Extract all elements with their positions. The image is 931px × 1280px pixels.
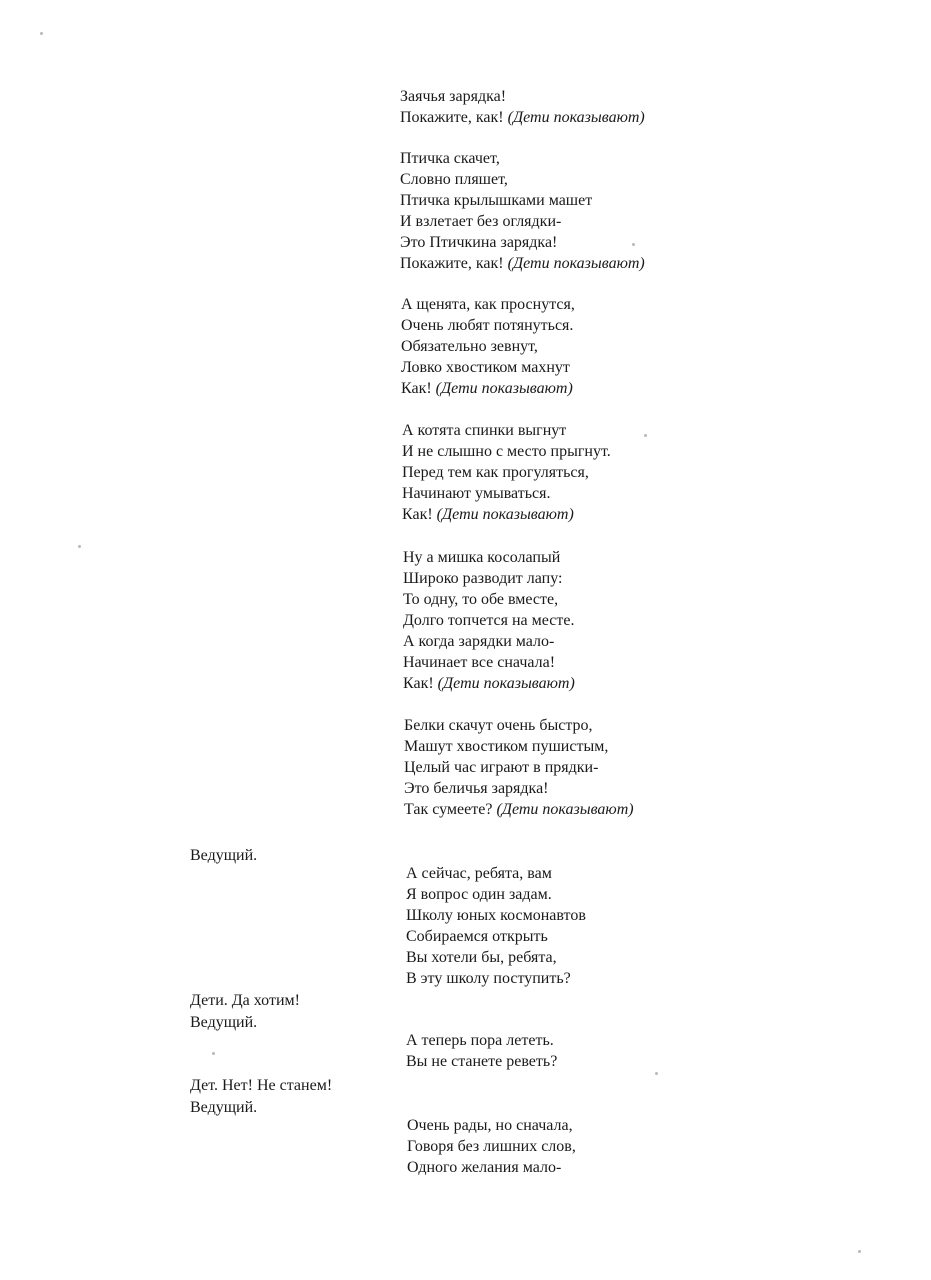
verse-line: Начинает все сначала!	[403, 654, 556, 671]
verse-line: Я вопрос один задам.	[406, 886, 552, 903]
stanza-5	[403, 547, 575, 694]
stage-direction: (Дети показывают)	[507, 255, 645, 272]
stanza-4	[402, 420, 611, 525]
verse-line: Очень любят потянуться.	[401, 317, 574, 334]
stanza-1	[400, 86, 645, 128]
verse-line: Машут хвостиком пушистым,	[404, 738, 609, 755]
verse-line: Покажите, как! (Дети показывают)	[400, 255, 645, 272]
verse-line: То одну, то обе вместе,	[403, 591, 559, 608]
verse-line: Говоря без лишних слов,	[407, 1138, 576, 1155]
verse-line: А теперь пора лететь.	[406, 1032, 554, 1049]
scan-speck	[644, 434, 647, 437]
verse-line: В эту школу поступить?	[406, 970, 571, 987]
verse-line: Так сумеете? (Дети показывают)	[404, 801, 634, 818]
verse-line: Ну а мишка косолапый	[403, 549, 561, 566]
verse-line: Собираемся открыть	[406, 928, 548, 945]
speaker-label: Ведущий.	[190, 1099, 258, 1116]
scan-speck	[858, 1250, 861, 1253]
verse-line: И взлетает без оглядки-	[400, 213, 562, 230]
scan-speck	[632, 243, 635, 246]
stage-direction: (Дети показывают)	[496, 801, 634, 818]
stage-direction: (Дети показывают)	[437, 675, 575, 692]
stage-direction: (Дети показывают)	[436, 506, 574, 523]
verse-line: Одного желания мало-	[407, 1159, 562, 1176]
verse-line: Заячья зарядка!	[400, 88, 507, 105]
verse-line: Как! (Дети показывают)	[401, 380, 573, 397]
verse-line: Ловко хвостиком махнут	[401, 359, 570, 376]
verse-line: И не слышно с место прыгнут.	[402, 443, 611, 460]
scan-speck	[212, 1052, 215, 1055]
verse-line: Начинают умываться.	[402, 485, 551, 502]
verse-line: Птичка крылышками машет	[400, 192, 593, 209]
verse-line: Белки скачут очень быстро,	[404, 717, 593, 734]
verse-line: Как! (Дети показывают)	[403, 675, 575, 692]
stage-direction: (Дети показывают)	[435, 380, 573, 397]
verse-line: А сейчас, ребята, вам	[406, 865, 552, 882]
verse-line: Это Птичкина зарядка!	[400, 234, 558, 251]
stanza-7	[406, 863, 586, 989]
verse-line: Очень рады, но сначала,	[407, 1117, 573, 1134]
stanza-3	[401, 294, 575, 399]
stanza-2	[400, 148, 645, 274]
stanza-6	[404, 715, 634, 820]
verse-line: Это беличья зарядка!	[404, 780, 549, 797]
verse-line: Птичка скачет,	[400, 150, 500, 167]
verse-line: Обязательно зевнут,	[401, 338, 538, 355]
verse-line: Вы хотели бы, ребята,	[406, 949, 557, 966]
speaker-label: Дет. Нет! Не станем!	[190, 1077, 333, 1094]
speaker-label: Дети. Да хотим!	[190, 992, 300, 1009]
scan-speck	[78, 545, 81, 548]
verse-line: Как! (Дети показывают)	[402, 506, 574, 523]
verse-line: Долго топчется на месте.	[403, 612, 575, 629]
scan-speck	[40, 32, 43, 35]
stanza-8	[406, 1030, 557, 1072]
verse-line: Школу юных космонавтов	[406, 907, 586, 924]
speaker-label: Ведущий.	[190, 847, 258, 864]
verse-line: Перед тем как прогуляться,	[402, 464, 589, 481]
verse-line: А когда зарядки мало-	[403, 633, 555, 650]
scan-speck	[655, 1072, 658, 1075]
speaker-label: Ведущий.	[190, 1014, 258, 1031]
verse-line: Целый час играют в прядки-	[404, 759, 599, 776]
verse-line: Широко разводит лапу:	[403, 570, 563, 587]
verse-line: Покажите, как! (Дети показывают)	[400, 109, 645, 126]
verse-line: Словно пляшет,	[400, 171, 508, 188]
stage-direction: (Дети показывают)	[507, 109, 645, 126]
verse-line: А котята спинки выгнут	[402, 422, 567, 439]
stanza-9	[407, 1115, 576, 1178]
verse-line: А щенята, как проснутся,	[401, 296, 575, 313]
verse-line: Вы не станете реветь?	[406, 1053, 558, 1070]
